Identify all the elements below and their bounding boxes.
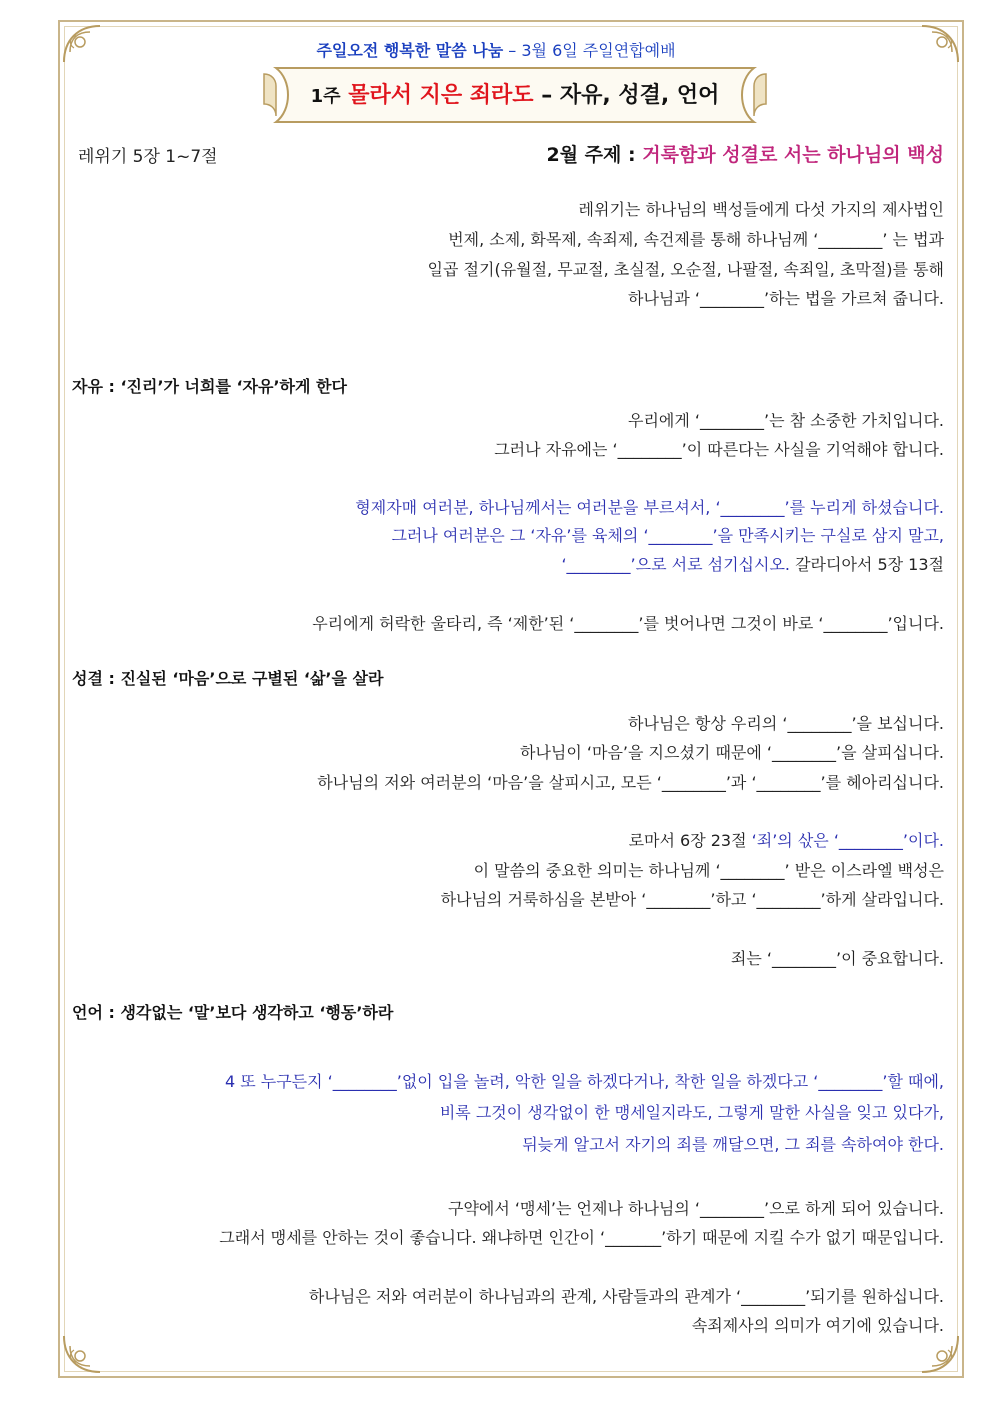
- intro-line: 레위기는 하나님의 백성들에게 다섯 가지의 제사법인: [578, 200, 944, 219]
- body-line: 하나님의 거룩하심을 본받아 ‘________’하고 ‘________’하게 살라입니다.: [440, 890, 944, 909]
- body-line: 이 말씀의 중요한 의미는 하나님께 ‘________’ 받은 이스라엘 백성은: [473, 861, 944, 880]
- section-heading-language: 언어 : 생각없는 ‘말’보다 생각하고 ‘행동’하라: [72, 1003, 394, 1022]
- body-line: 우리에게 허락한 울타리, 즉 ‘제한’된 ‘________’를 벗어나면 그것이 바로 ‘________’입니다.: [312, 614, 944, 633]
- theme-text: 거룩함과 성결로 서는 하나님의 백성: [642, 144, 944, 166]
- verse-text: ‘________’으로 서로 섬기십시오.: [561, 555, 790, 574]
- theme-label: 2월 주제 :: [546, 144, 643, 166]
- corner-ornament-icon: [60, 1330, 106, 1376]
- verse-line-with-ref: [561, 552, 944, 575]
- intro-line: 번제, 소제, 화목제, 속죄제, 속건제를 통해 하나님께 ‘________’ 는 법과: [448, 230, 944, 249]
- corner-ornament-icon: [916, 1330, 962, 1376]
- verse-line: 뒤늦게 알고서 자기의 죄를 깨달으면, 그 죄를 속하여야 한다.: [522, 1135, 944, 1154]
- body-line: 구약에서 ‘맹세’는 언제나 하나님의 ‘________’으로 하게 되어 있습니다.: [448, 1199, 944, 1218]
- romans-verse: ‘죄’의 삯은 ‘________’이다.: [751, 831, 944, 850]
- header-line: [0, 38, 992, 61]
- verse-line: 비록 그것이 생각없이 한 맹세일지라도, 그렇게 말한 사실을 잊고 있다가,: [439, 1103, 944, 1122]
- romans-reference: 로마서 6장 23절: [628, 831, 752, 850]
- body-line: 하나님이 ‘마음’을 지으셨기 때문에 ‘________’을 살피십니다.: [520, 743, 944, 762]
- monthly-theme: [546, 140, 944, 167]
- section-heading-holiness: 성결 : 진실된 ‘마음’으로 구별된 ‘삶’을 살라: [72, 669, 384, 688]
- body-line: 하나님은 항상 우리의 ‘________’을 보십니다.: [628, 714, 944, 733]
- title-banner: [258, 60, 772, 130]
- body-line: 죄는 ‘________’이 중요합니다.: [730, 949, 944, 968]
- body-line: 그래서 맹세를 안하는 것이 좋습니다. 왜냐하면 인간이 ‘_______’하기 때문에 지킬 수가 없기 때문입니다.: [219, 1228, 944, 1247]
- section-heading-freedom: 자유 : ‘진리’가 너희를 ‘자유’하게 한다: [72, 377, 347, 396]
- header-sub: – 3월 6일 주일연합예배: [503, 41, 676, 60]
- body-line: 속죄제사의 의미가 여기에 있습니다.: [691, 1316, 944, 1335]
- body-line: 그러나 자유에는 ‘________’이 따른다는 사실을 기억해야 합니다.: [494, 440, 944, 459]
- header-main: 주일오전 행복한 말씀 나눔: [316, 41, 504, 60]
- title-rest: – 자유, 성결, 언어: [533, 83, 720, 108]
- scripture-reference: 레위기 5장 1~7절: [78, 147, 218, 167]
- verse-reference: 갈라디아서 5장 13절: [790, 555, 944, 574]
- verse-line: 4 또 누구든지 ‘________’없이 입을 놀려, 악한 일을 하겠다거나, 착한 일을 하겠다고 ‘________’할 때에,: [224, 1072, 944, 1091]
- verse-line: 그러나 여러분은 그 ‘자유’를 육체의 ‘________’을 만족시키는 구실로 삼지 말고,: [391, 526, 944, 545]
- intro-line: 일곱 절기(유월절, 무교절, 초실절, 오순절, 나팔절, 속죄일, 초막절)를 통해: [427, 260, 944, 279]
- romans-line: [629, 828, 944, 851]
- intro-line: 하나님과 ‘________’하는 법을 가르쳐 줍니다.: [628, 289, 944, 308]
- body-line: 하나님의 저와 여러분의 ‘마음’을 살피시고, 모든 ‘________’과 ‘________’를 헤아리십니다.: [317, 773, 944, 792]
- title-week: 1주: [310, 86, 341, 107]
- verse-line: 형제자매 여러분, 하나님께서는 여러분을 부르셔서, ‘________’를 누리게 하셨습니다.: [355, 498, 944, 517]
- title-red: 몰라서 지은 죄라도: [348, 83, 534, 108]
- body-line: 하나님은 저와 여러분이 하나님과의 관계, 사람들과의 관계가 ‘________’되기를 원하십니다.: [308, 1287, 944, 1306]
- page-title: [258, 78, 772, 109]
- body-line: 우리에게 ‘________’는 참 소중한 가치입니다.: [628, 411, 944, 430]
